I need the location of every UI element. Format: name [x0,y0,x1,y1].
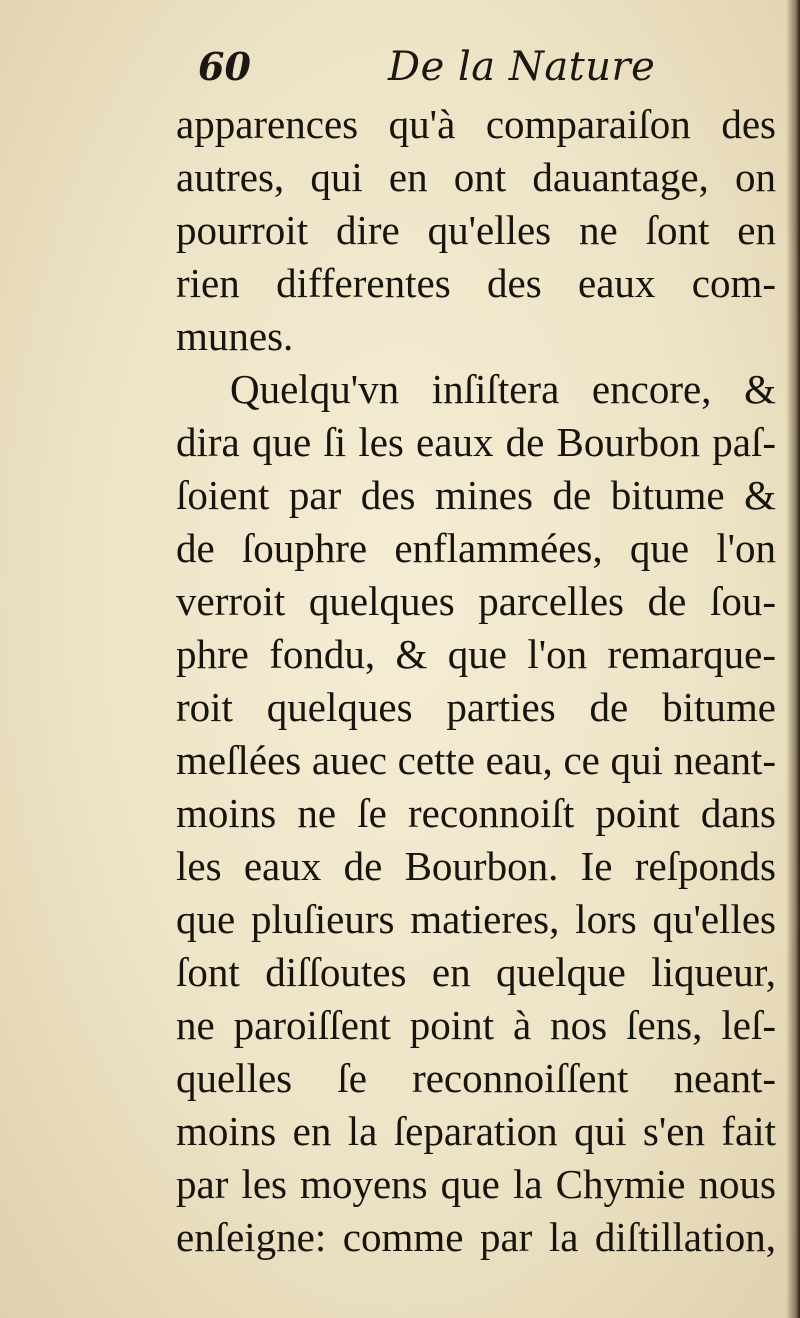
text-line: les eaux de Bourbon. Ie reſponds [176,843,776,889]
page-edge-shadow [786,0,800,1318]
text-line: roit quelques parties de bitume [176,684,776,730]
text-line: Quelqu'vn inſiſtera encore, & [230,366,776,412]
text-line: par les moyens que la Chymie nous [176,1161,776,1207]
text-line: autres, qui en ont dauantage, on [176,154,776,200]
text-line: enſeigne: comme par la diſtillation, [176,1214,776,1260]
page-number: 60 [198,44,251,89]
text-line: quelles ſe reconnoiſſent neant- [176,1055,776,1101]
text-line: apparences qu'à comparaiſon des [176,101,776,147]
text-line: de ſouphre enflammées, que l'on [176,525,776,571]
page-header [198,44,698,104]
text-line: meſlées auec cette eau, ce qui neant- [176,737,776,783]
text-line: moins en la ſeparation qui s'en fait [176,1108,776,1154]
text-line: pourroit dire qu'elles ne ſont en [176,207,776,253]
text-line: que pluſieurs matieres, lors qu'elles [176,896,776,942]
running-title: De la Nature [388,44,656,90]
text-line: munes. [176,313,294,359]
text-line: verroit quelques parcelles de ſou- [176,578,776,624]
text-line: ſoient par des mines de bitume & [176,472,776,518]
text-line: ne paroiſſent point à nos ſens, leſ- [176,1002,776,1048]
text-line: phre fondu, & que l'on remarque- [176,631,776,677]
text-line: dira que ſi les eaux de Bourbon paſ- [176,419,776,465]
text-line: moins ne ſe reconnoiſt point dans [176,790,776,836]
body-text [176,98,776,1264]
text-line: rien differentes des eaux com- [176,260,776,306]
text-line: ſont diſſoutes en quelque liqueur, [176,949,776,995]
